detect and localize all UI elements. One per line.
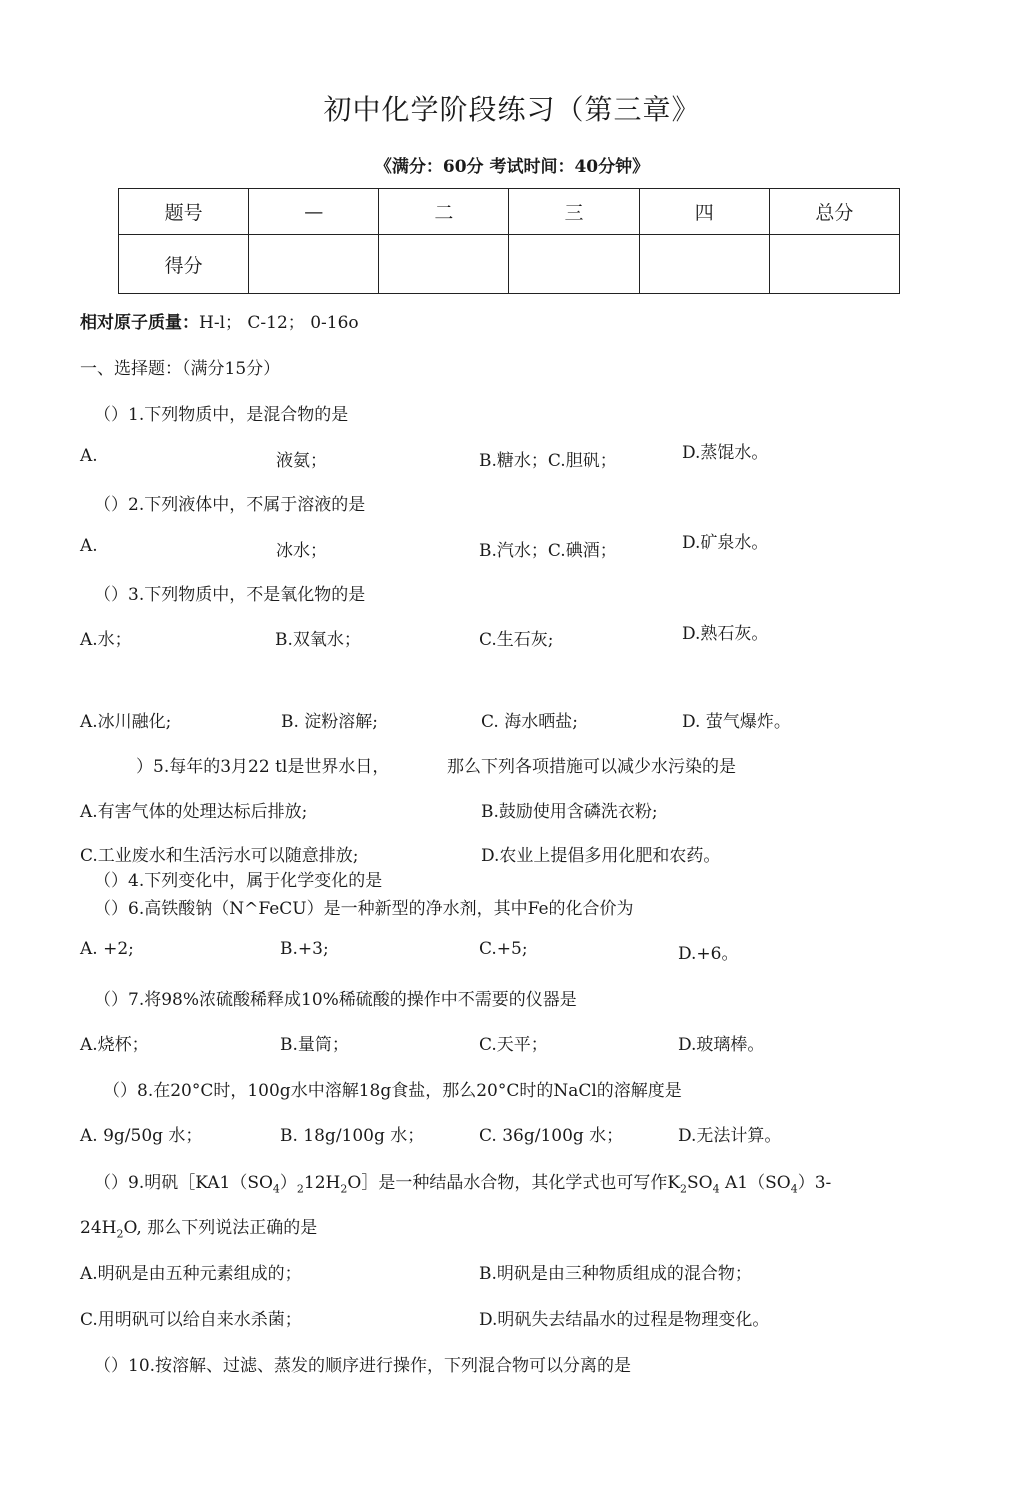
option-bc: B.糖水；C.胆矾； — [479, 451, 617, 471]
option-a-label: A. — [80, 446, 98, 466]
option-b: B. 淀粉溶解; — [281, 712, 379, 732]
question-5-stem: ）5.每年的3月22 tl是世界水日， — [136, 757, 390, 777]
score-cell[interactable] — [769, 235, 899, 294]
q9-subscript: 2 — [680, 1182, 688, 1196]
score-table-header: 总分 — [769, 189, 899, 235]
atomic-mass-line — [80, 308, 359, 333]
question-5-stem-cont: 那么下列各项措施可以减少水污染的是 — [447, 757, 736, 777]
option-d: D.无法计算。 — [678, 1126, 782, 1146]
exam-info: 《满分：60分 考试时间：40分钟》 — [374, 157, 650, 177]
atomic-mass-values: H-l； C-12； 0-16o — [199, 313, 359, 333]
score-table — [118, 188, 900, 294]
question-2-stem: （）2.下列液体中，不属于溶液的是 — [94, 495, 366, 515]
option-d: D.蒸馄水。 — [682, 443, 769, 463]
score-table-header: 题号 — [119, 189, 249, 235]
option-c: C. 海水晒盐; — [481, 712, 578, 732]
option-b: B.明矾是由三种物质组成的混合物； — [479, 1264, 752, 1284]
score-cell[interactable] — [639, 235, 769, 294]
section-heading: 一、选择题：（满分15分） — [80, 359, 281, 379]
option-c: C. 36g/100g 水； — [479, 1126, 624, 1146]
option-b: B.量筒； — [280, 1035, 349, 1055]
score-cell[interactable] — [509, 235, 639, 294]
score-table-header: 二 — [379, 189, 509, 235]
question-8-stem: （）8.在20°C时，100g水中溶解18g食盐，那么20°C时的NaCl的溶解度是 — [103, 1081, 682, 1101]
option-d: D.+6。 — [678, 944, 739, 964]
question-3-stem: （）3.下列物质中，不是氧化物的是 — [94, 585, 366, 605]
option-b: B.+3; — [280, 939, 329, 959]
option-a: A.明矾是由五种元素组成的； — [80, 1264, 302, 1284]
option-d: D.熟石灰。 — [682, 624, 769, 644]
option-c: C.工业废水和生活污水可以随意排放; — [80, 846, 359, 866]
q9-text: ）3- — [797, 1173, 832, 1193]
option-d: D.玻璃棒。 — [678, 1035, 765, 1055]
q9-text: 24H — [80, 1218, 117, 1238]
option-b: B. 18g/100g 水； — [280, 1126, 425, 1146]
score-cell[interactable] — [249, 235, 379, 294]
option-d: D.明矾失去结晶水的过程是物理变化。 — [479, 1310, 770, 1330]
option-d: D. 萤气爆炸。 — [682, 712, 791, 732]
q9-subscript: 4 — [790, 1182, 798, 1196]
question-1-stem: （）1.下列物质中，是混合物的是 — [94, 405, 349, 425]
option-a-text: 液氨； — [276, 451, 327, 471]
option-b: B.双氧水； — [275, 630, 361, 650]
q9-text: （）9.明矾［KA1（SO — [94, 1173, 273, 1193]
q9-text: SO — [687, 1173, 713, 1193]
atomic-mass-label: 相对原子质量： — [80, 313, 199, 333]
q9-subscript: 4 — [272, 1182, 280, 1196]
q9-subscript: 2 — [296, 1182, 304, 1196]
question-9-stem-cont — [80, 1213, 318, 1241]
score-table-header: 三 — [509, 189, 639, 235]
question-7-stem: （）7.将98%浓硫酸稀释成10%稀硫酸的操作中不需要的仪器是 — [94, 990, 577, 1010]
q9-text: 12H — [303, 1173, 341, 1193]
score-row-label: 得分 — [119, 235, 249, 294]
option-a-label: A. — [80, 536, 98, 556]
score-table-score-row — [119, 235, 900, 294]
q9-subscript: 2 — [340, 1182, 348, 1196]
q9-text: O, 那么下列说法正确的是 — [123, 1218, 318, 1238]
option-c: C.用明矾可以给自来水杀菌； — [80, 1310, 302, 1330]
question-6-stem: （）6.高铁酸钠（N^FeCU）是一种新型的净水剂，其中Fe的化合价为 — [94, 899, 634, 919]
option-a: A.烧杯； — [80, 1035, 149, 1055]
option-c: C.生石灰; — [479, 630, 554, 650]
score-table-header: — — [249, 189, 379, 235]
q9-subscript: 4 — [712, 1182, 720, 1196]
option-d: D.矿泉水。 — [682, 533, 769, 553]
option-c: C.+5; — [479, 939, 528, 959]
q9-text: A1（SO — [719, 1173, 791, 1193]
score-table-header: 四 — [639, 189, 769, 235]
option-b: B.鼓励使用含磷洗衣粉; — [481, 802, 658, 822]
q9-text: O］是一种结晶水合物，其化学式也可写作K — [347, 1173, 681, 1193]
score-table-header-row — [119, 189, 900, 235]
question-9-stem — [94, 1168, 832, 1196]
option-a: A. 9g/50g 水； — [80, 1126, 203, 1146]
score-cell[interactable] — [379, 235, 509, 294]
option-bc: B.汽水；C.碘酒； — [479, 541, 617, 561]
option-a: A.有害气体的处理达标后排放; — [80, 802, 308, 822]
option-a: A.水； — [80, 630, 132, 650]
page-title: 初中化学阶段练习（第三章》 — [323, 93, 701, 126]
q9-subscript: 2 — [116, 1227, 124, 1241]
option-d: D.农业上提倡多用化肥和农药。 — [481, 846, 721, 866]
option-a-text: 冰水； — [276, 541, 327, 561]
option-a: A.冰川融化; — [80, 712, 172, 732]
q9-text: ） — [279, 1173, 297, 1193]
question-10-stem: （）10.按溶解、过滤、蒸发的顺序进行操作，下列混合物可以分离的是 — [94, 1356, 632, 1376]
option-a: A. +2; — [80, 939, 134, 959]
option-c: C.天平； — [479, 1035, 548, 1055]
question-4-stem: （）4.下列变化中，属于化学变化的是 — [94, 871, 383, 891]
